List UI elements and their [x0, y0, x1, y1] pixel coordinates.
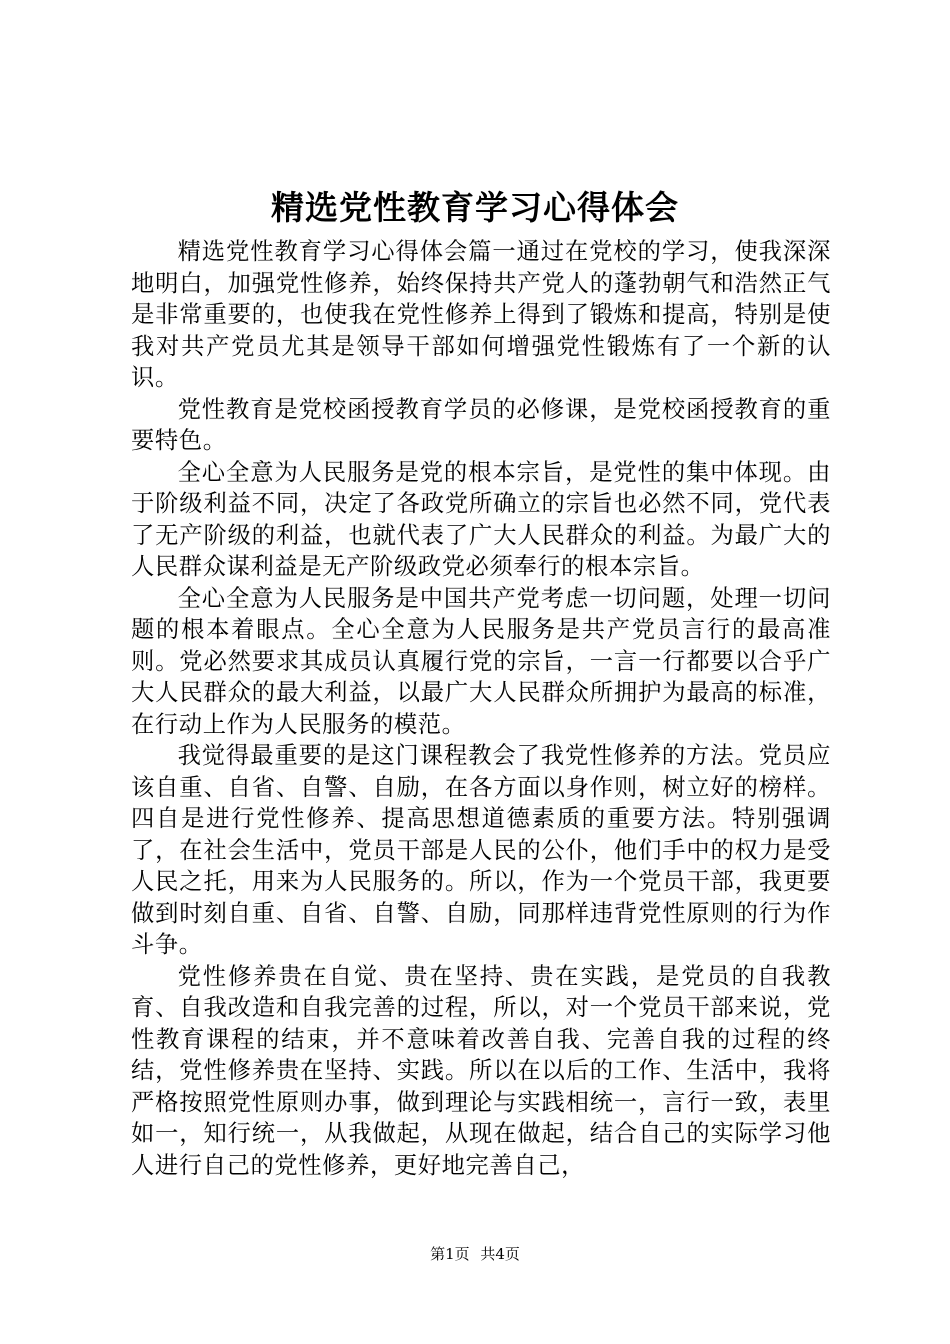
document-title: 精选党性教育学习心得体会	[271, 188, 679, 227]
paragraph-2: 党性教育是党校函授教育学员的必修课，是党校函授教育的重要特色。	[131, 395, 831, 454]
paragraph-6: 党性修养贵在自觉、贵在坚持、贵在实践，是党员的自我教育、自我改造和自我完善的过程，所以，对一个党员干部来说，党性教育课程的结束，并不意味着改善自我、完善自我的过程的终结，党性修养贵在坚持、实践。所以在以后的工作、生活中，我将严格按照党性原则办事，做到理论与实践相统一，言行一致，表里如一，知行统一，从我做起，从现在做起，结合自己的实际学习他人进行自己的党性修养，更好地完善自己，	[131, 962, 831, 1179]
paragraph-3: 全心全意为人民服务是党的根本宗旨，是党性的集中体现。由于阶级利益不同，决定了各政党所确立的宗旨也必然不同，党代表了无产阶级的利益，也就代表了广大人民群众的利益。为最广大的人民群众谋利益是无产阶级政党必须奉行的根本宗旨。	[131, 458, 831, 580]
document-body	[131, 236, 831, 1181]
page-number: 第1页	[430, 1245, 470, 1263]
paragraph-4: 全心全意为人民服务是中国共产党考虑一切问题，处理一切问题的根本着眼点。全心全意为人民服务是共产党员言行的最高准则。党必然要求其成员认真履行党的宗旨，一言一行都要以合乎广大人民群众的最大利益，以最广大人民群众所拥护为最高的标准，在行动上作为人民服务的模范。	[131, 584, 831, 738]
page-footer	[0, 1244, 950, 1264]
paragraph-1: 精选党性教育学习心得体会篇一通过在党校的学习，使我深深地明白，加强党性修养，始终保持共产党人的蓬勃朝气和浩然正气是非常重要的，也使我在党性修养上得到了锻炼和提高，特别是使我对共产党员尤其是领导干部如何增强党性锻炼有了一个新的认识。	[131, 238, 831, 391]
page-total: 共4页	[480, 1245, 520, 1263]
paragraph-5: 我觉得最重要的是这门课程教会了我党性修养的方法。党员应该自重、自省、自警、自励，在各方面以身作则，树立好的榜样。四自是进行党性修养、提高思想道德素质的重要方法。特别强调了，在社会生活中，党员干部是人民的公仆，他们手中的权力是受人民之托，用来为人民服务的。所以，作为一个党员干部，我更要做到时刻自重、自省、自警、自励，同那样违背党性原则的行为作斗争。	[131, 742, 831, 958]
